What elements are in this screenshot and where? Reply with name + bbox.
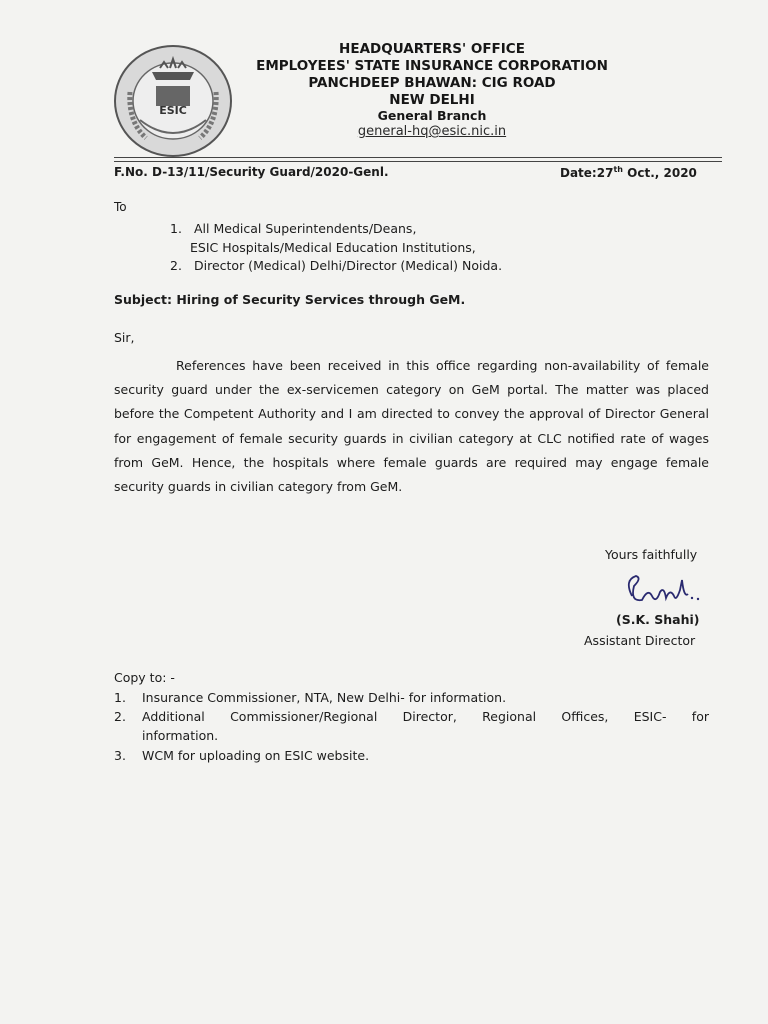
header-address: PANCHDEEP BHAWAN: CIG ROAD <box>308 75 556 91</box>
header-divider-bottom <box>114 161 722 162</box>
copy-item-number: 2. <box>114 709 126 724</box>
recipient-line: Director (Medical) Delhi/Director (Medical) Noida. <box>194 258 503 273</box>
copy-item-number: 1. <box>114 690 126 705</box>
date-suffix: Oct., 2020 <box>622 166 697 180</box>
copy-item-text: WCM for uploading on ESIC website. <box>142 748 370 763</box>
date-prefix: Date:27 <box>560 166 614 180</box>
recipient-line: All Medical Superintendents/Deans, <box>194 221 417 236</box>
header-divider-top <box>114 157 722 158</box>
recipient-number: 1. <box>170 221 182 236</box>
signature-image <box>612 566 712 611</box>
header-branch: General Branch <box>377 108 487 123</box>
header-office: HEADQUARTERS' OFFICE <box>339 41 525 57</box>
copy-to-title: Copy to: - <box>114 670 175 685</box>
recipient-number: 2. <box>170 258 182 273</box>
letter-date <box>560 165 697 180</box>
date-superscript: th <box>613 165 623 174</box>
header-email-link[interactable]: general-hq@esic.nic.in <box>357 124 507 139</box>
esic-logo <box>112 42 234 160</box>
copy-item-text: Additional Commissioner/Regional Director, Regional Offices, ESIC- for <box>142 709 709 724</box>
to-label: To <box>114 200 127 214</box>
copy-item-number: 3. <box>114 748 126 763</box>
file-number: F.No. D-13/11/Security Guard/2020-Genl. <box>114 165 389 179</box>
copy-item-continuation: information. <box>142 728 219 743</box>
letter-body: References have been received in this office regarding non-availability of female security guard under the ex-servicemen category on GeM portal. The matter was placed before the Competent Authority and I am directed to convey the approval of Director General for engagement of female security guards in civilian category at CLC notified rate of wages from GeM. Hence, the hospitals where female guards are required may engage female security guards in civilian category from GeM. <box>114 358 709 495</box>
salutation: Sir, <box>114 330 135 345</box>
logo-text: ESIC <box>159 104 187 117</box>
closing: Yours faithfully <box>605 547 698 562</box>
header-city: NEW DELHI <box>389 92 475 108</box>
signatory-name: (S.K. Shahi) <box>616 612 700 627</box>
signatory-designation: Assistant Director <box>584 633 696 648</box>
subject-line: Subject: Hiring of Security Services through GeM. <box>114 292 466 307</box>
header-corporation: EMPLOYEES' STATE INSURANCE CORPORATION <box>256 58 608 74</box>
recipient-line: ESIC Hospitals/Medical Education Institutions, <box>190 240 476 255</box>
copy-item-text: Insurance Commissioner, NTA, New Delhi- for information. <box>142 690 507 705</box>
